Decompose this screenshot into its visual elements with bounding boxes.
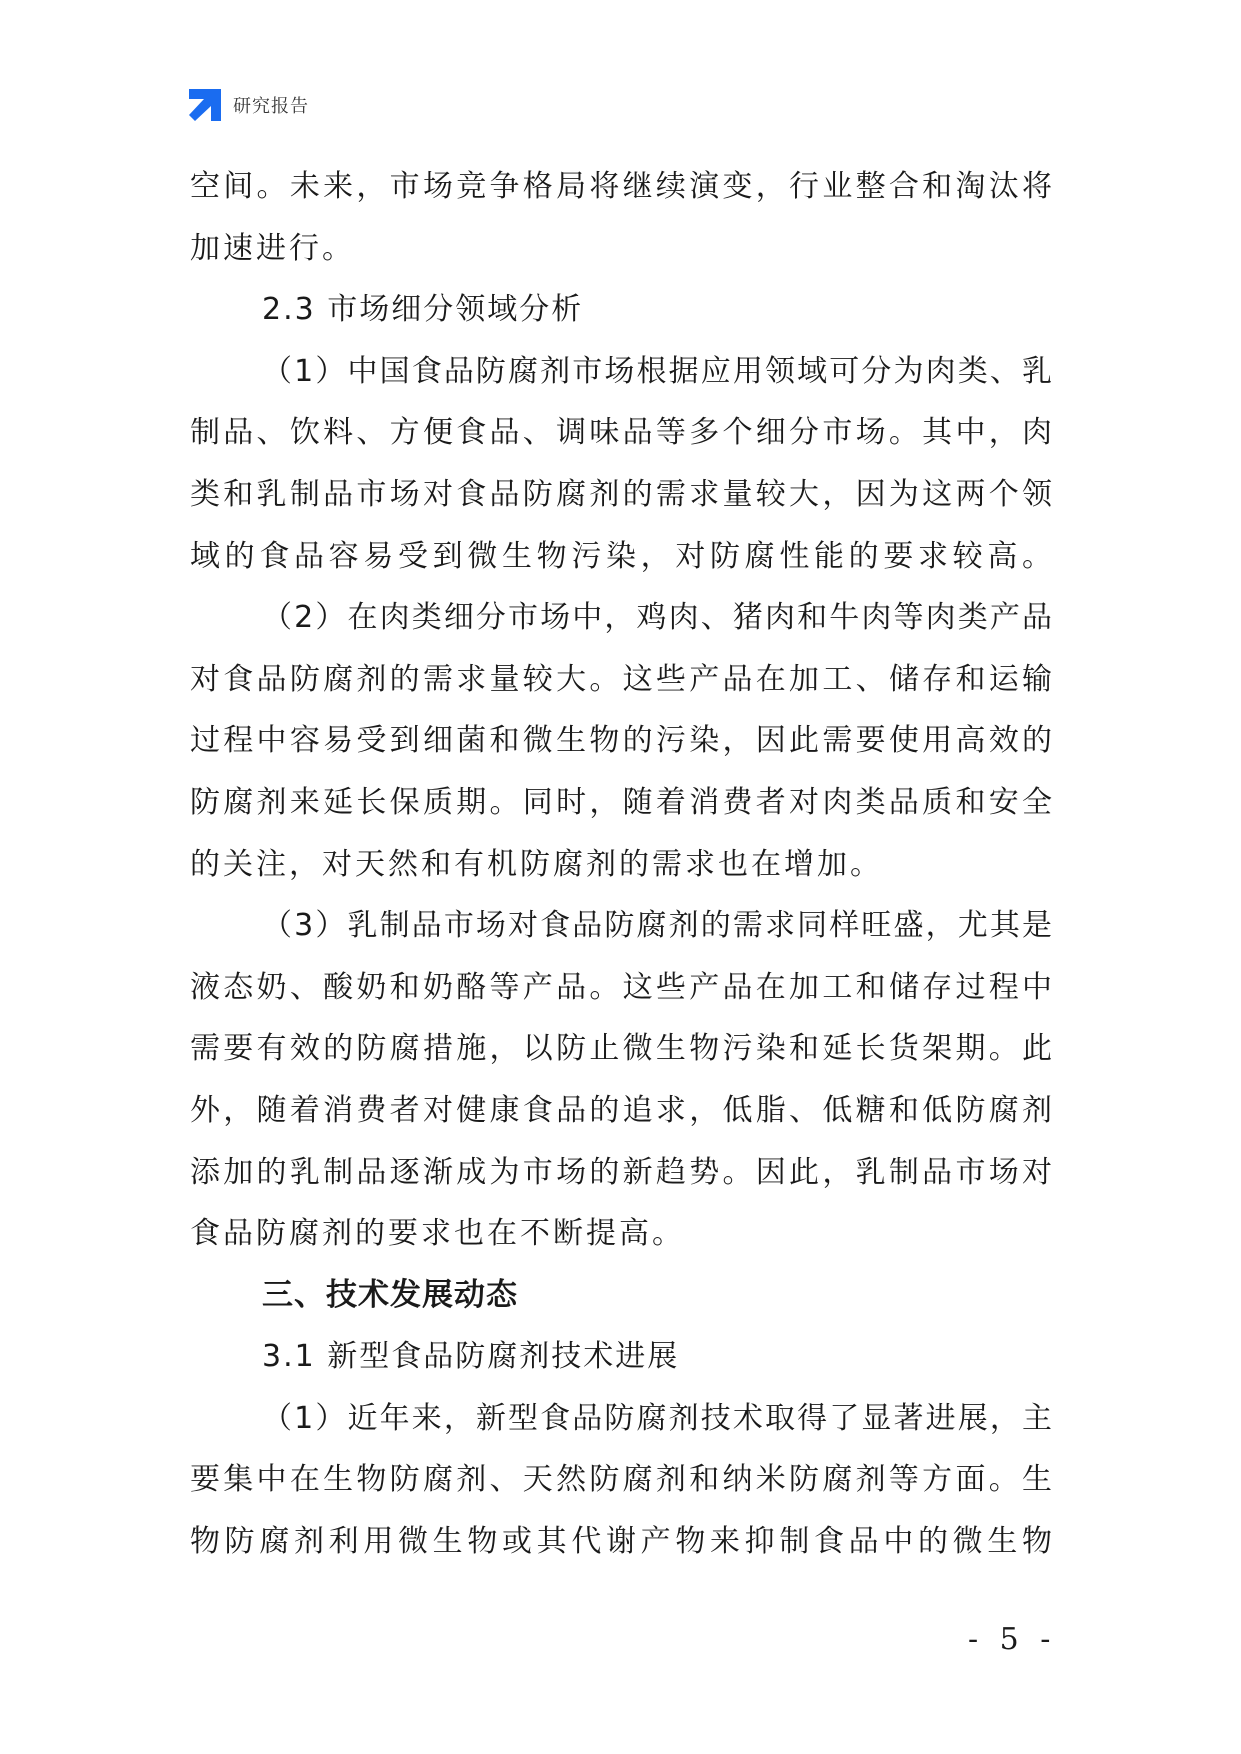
- paragraph-intro: [190, 156, 1052, 279]
- text-line: （1）中国食品防腐剂市场根据应用领域可分为肉类、乳: [262, 353, 1052, 389]
- text-line: （1）近年来，新型食品防腐剂技术取得了显著进展，主: [262, 1400, 1052, 1436]
- page-header: [189, 89, 309, 121]
- paragraph-3: [190, 895, 1052, 1265]
- text-line: 外，随着消费者对健康食品的追求，低脂、低糖和低防腐剂: [190, 1092, 1052, 1128]
- text-line: 类和乳制品市场对食品防腐剂的需求量较大，因为这两个领: [190, 476, 1052, 512]
- text-line: 食品防腐剂的要求也在不断提高。: [190, 1216, 685, 1252]
- text-line: 需要有效的防腐措施，以防止微生物污染和延长货架期。此: [190, 1031, 1052, 1067]
- header-title: 研究报告: [233, 96, 309, 117]
- text-line: 液态奶、酸奶和奶酪等产品。这些产品在加工和储存过程中: [190, 969, 1052, 1005]
- text-line: （3）乳制品市场对食品防腐剂的需求同样旺盛，尤其是: [262, 908, 1052, 944]
- text-line: 要集中在生物防腐剂、天然防腐剂和纳米防腐剂等方面。生: [190, 1462, 1052, 1498]
- text-line: 空间。未来，市场竞争格局将继续演变，行业整合和淘汰将: [190, 169, 1052, 204]
- text-line: 物防腐剂利用微生物或其代谢产物来抑制食品中的微生物: [190, 1524, 1052, 1560]
- text-line: 制品、饮料、方便食品、调味品等多个细分市场。其中，肉: [190, 415, 1052, 451]
- text-line: 添加的乳制品逐渐成为市场的新趋势。因此，乳制品市场对: [190, 1154, 1052, 1190]
- section-heading-3-1: 3.1 新型食品防腐剂技术进展: [262, 1339, 680, 1375]
- page-number: - 5 -: [968, 1622, 1057, 1657]
- section-heading-3: 三、技术发展动态: [262, 1276, 518, 1313]
- text-line: 对食品防腐剂的需求量较大。这些产品在加工、储存和运输: [190, 661, 1052, 697]
- text-line: （2）在肉类细分市场中，鸡肉、猪肉和牛肉等肉类产品: [262, 600, 1052, 636]
- arrow-logo-icon: [189, 89, 221, 121]
- section-heading-2-3: 2.3 市场细分领域分析: [262, 292, 584, 328]
- document-body: [190, 156, 1052, 1573]
- text-line: 域的食品容易受到微生物污染，对防腐性能的要求较高。: [190, 538, 1052, 574]
- text-line: 防腐剂来延长保质期。同时，随着消费者对肉类品质和安全: [190, 784, 1052, 820]
- paragraph-1: [190, 341, 1052, 587]
- text-line: 的关注，对天然和有机防腐剂的需求也在增加。: [190, 846, 883, 882]
- text-line: 过程中容易受到细菌和微生物的污染，因此需要使用高效的: [190, 723, 1052, 759]
- paragraph-2: [190, 587, 1052, 895]
- paragraph-4: [190, 1388, 1052, 1573]
- text-line: 加速进行。: [190, 230, 355, 266]
